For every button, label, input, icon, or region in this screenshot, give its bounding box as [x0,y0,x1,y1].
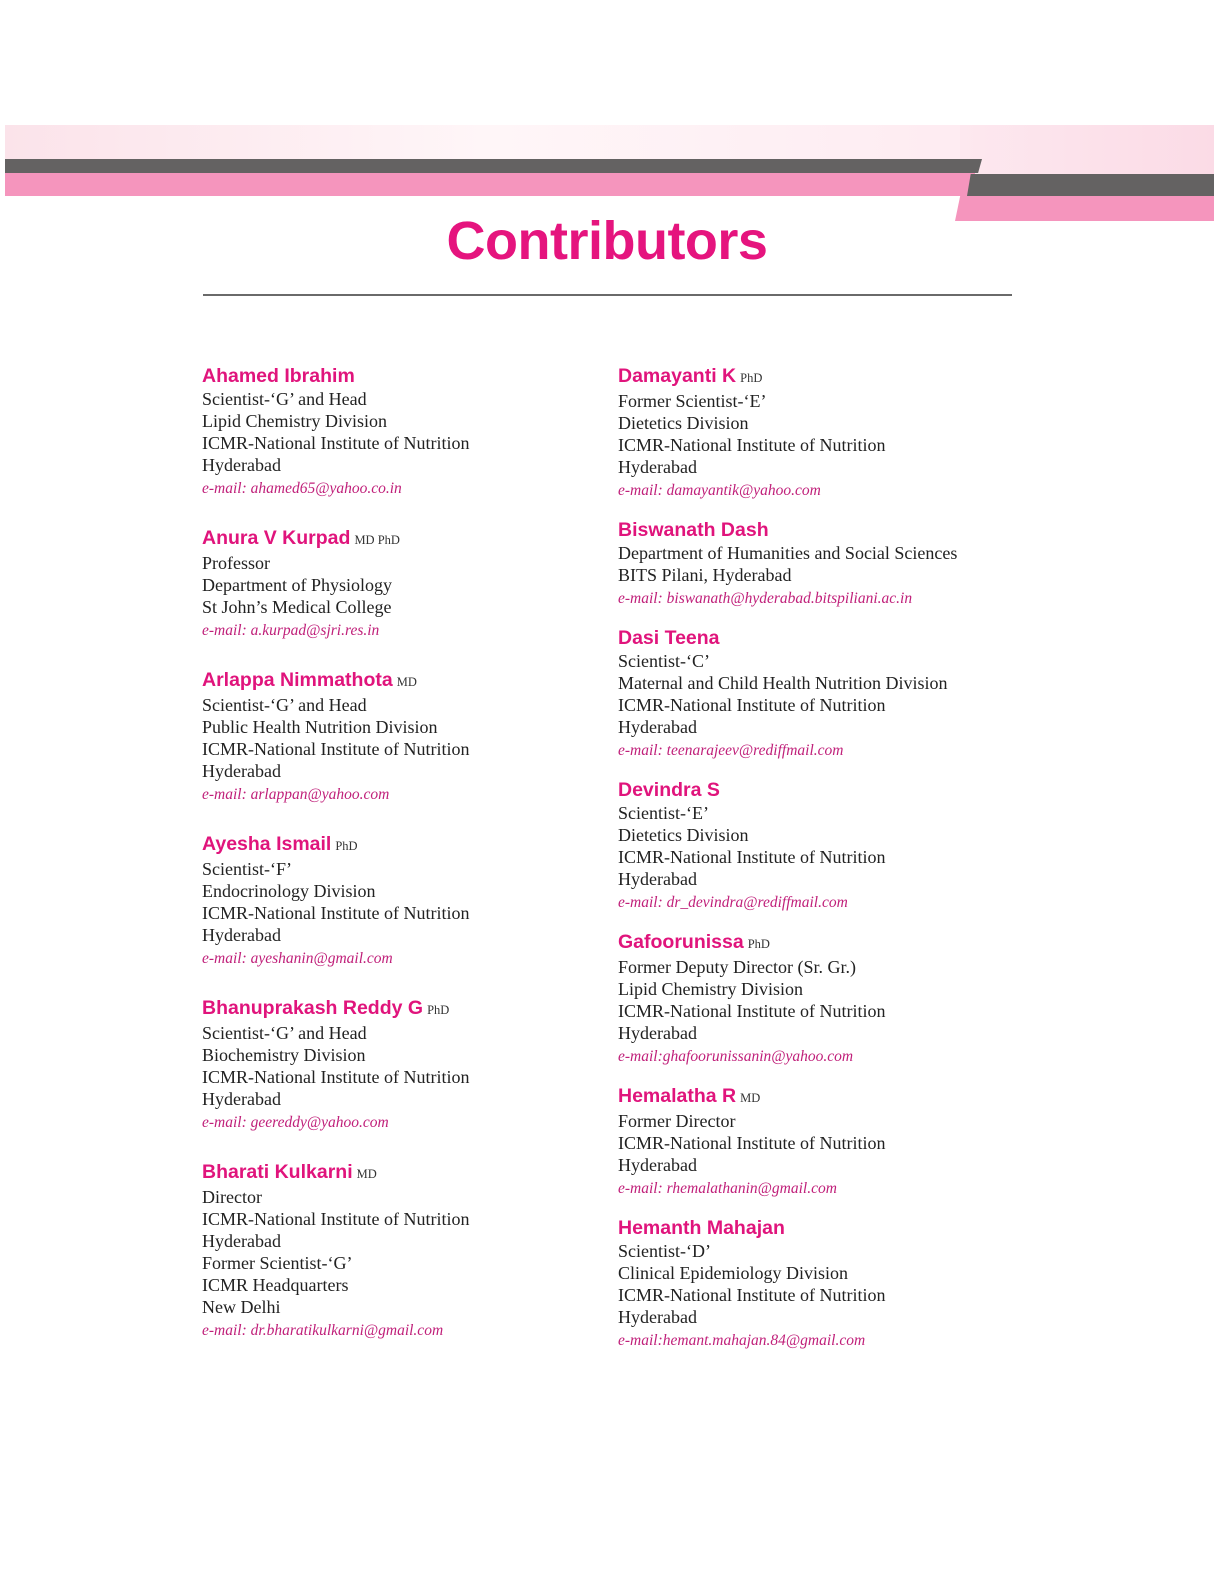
contributor-email[interactable]: e-mail: damayantik@yahoo.com [618,482,821,499]
contributor-affiliation-line: Former Director [618,1111,736,1131]
contributor-affiliation-line: Dietetics Division [618,413,749,433]
contributor-degree: PhD [335,839,358,853]
contributor-affiliation-line: Scientist-‘C’ [618,651,710,671]
contributor-affiliation-line: ICMR Headquarters [202,1275,349,1295]
contributor-affiliation-line: Scientist-‘E’ [618,803,709,823]
contributor-degree: MD PhD [354,533,400,547]
contributor-name: Gafoorunissa [618,931,744,953]
contributor-affiliation-line: Former Scientist-‘E’ [618,391,767,411]
contributor-name: Hemanth Mahajan [618,1217,785,1239]
contributor-name: Devindra S [618,779,720,801]
contributor-entry [618,1216,957,1354]
contributor-name-line [202,996,469,1022]
contributor-degree: MD [396,675,417,689]
contributor-email[interactable]: e-mail: ayeshanin@gmail.com [202,950,393,967]
contributor-email[interactable]: e-mail: rhemalathanin@gmail.com [618,1180,837,1197]
contributor-affiliation-line: Hyderabad [618,869,697,889]
contributor-name-line [618,364,957,390]
contributor-affiliation-line: ICMR-National Institute of Nutrition [618,847,886,867]
header-band-pink [5,173,975,196]
contributor-entry [618,1084,957,1202]
contributor-entry [618,518,957,612]
contributor-affiliation-line: Endocrinology Division [202,881,376,901]
contributor-email[interactable]: e-mail: biswanath@hyderabad.bitspiliani.ac.in [618,590,913,607]
contributor-affiliation-line: ICMR-National Institute of Nutrition [202,1209,470,1229]
contributor-affiliation-line: ICMR-National Institute of Nutrition [618,1285,886,1305]
contributor-name: Damayanti K [618,365,737,387]
contributor-affiliation-line: Scientist-‘G’ and Head [202,1023,367,1043]
contributor-name-line [202,364,469,388]
title-divider [203,294,1012,296]
contributor-name: Bhanuprakash Reddy G [202,997,424,1019]
contributor-affiliation-line: Lipid Chemistry Division [202,411,388,431]
contributor-entry [618,930,957,1070]
contributor-name-line [618,626,957,650]
contributor-name-line [202,1160,469,1186]
contributor-affiliation-line: ICMR-National Institute of Nutrition [618,435,886,455]
contributor-name: Ayesha Ismail [202,833,332,855]
contributor-email[interactable]: e-mail:ghafoorunissanin@yahoo.com [618,1048,854,1065]
contributor-affiliation-line: Dietetics Division [618,825,749,845]
contributor-email[interactable]: e-mail: a.kurpad@sjri.res.in [202,622,380,639]
contributor-affiliation-line: Scientist-‘G’ and Head [202,389,367,409]
contributor-degree: PhD [740,371,763,385]
page-title: Contributors [446,211,768,271]
contributor-affiliation-line: Maternal and Child Health Nutrition Division [618,673,948,693]
contributor-affiliation-line: St John’s Medical College [202,597,392,617]
contributor-affiliation-line: Public Health Nutrition Division [202,717,438,737]
contributor-affiliation-line: Hyderabad [202,925,281,945]
contributor-affiliation-line: ICMR-National Institute of Nutrition [202,433,470,453]
contributor-affiliation-line: Hyderabad [618,1307,697,1327]
contributor-entry [618,364,957,504]
contributor-entry [202,668,469,808]
contributor-name-line [202,668,469,694]
contributor-affiliation-line: Hyderabad [618,457,697,477]
contributor-entry [202,364,469,502]
contributor-affiliation-line: Hyderabad [618,1155,697,1175]
contributor-affiliation-line: ICMR-National Institute of Nutrition [618,695,886,715]
contributor-name: Ahamed Ibrahim [202,365,355,387]
contributor-name: Dasi Teena [618,627,720,649]
contributors-column-left [202,364,469,1368]
contributor-affiliation-line: Former Scientist-‘G’ [202,1253,353,1273]
contributor-name: Bharati Kulkarni [202,1161,353,1183]
contributor-email[interactable]: e-mail: ahamed65@yahoo.co.in [202,480,402,497]
contributor-affiliation-line: Hyderabad [202,1231,281,1251]
contributor-email[interactable]: e-mail: teenarajeev@rediffmail.com [618,742,844,759]
contributor-name: Anura V Kurpad [202,527,351,549]
contributor-name: Arlappa Nimmathota [202,669,393,691]
contributor-email[interactable]: e-mail: dr.bharatikulkarni@gmail.com [202,1322,444,1339]
contributor-affiliation-line: Scientist-‘D’ [618,1241,711,1261]
contributor-affiliation-line: Department of Physiology [202,575,392,595]
contributor-name-line [618,778,957,802]
contributor-affiliation-line: Hyderabad [618,1023,697,1043]
contributor-affiliation-line: Department of Humanities and Social Sciences [618,543,958,563]
contributor-entry [202,526,469,644]
header-band-fade-right [960,125,1214,175]
contributor-degree: MD [740,1091,761,1105]
contributor-email[interactable]: e-mail: dr_devindra@rediffmail.com [618,894,848,911]
contributor-name-line [202,526,469,552]
contributor-affiliation-line: ICMR-National Institute of Nutrition [202,903,470,923]
contributor-affiliation-line: ICMR-National Institute of Nutrition [202,739,470,759]
contributor-name: Biswanath Dash [618,519,769,541]
contributor-affiliation-line: BITS Pilani, Hyderabad [618,565,792,585]
contributor-affiliation-line: Hyderabad [618,717,697,737]
contributor-affiliation-line: ICMR-National Institute of Nutrition [202,1067,470,1087]
contributor-name-line [618,1084,957,1110]
contributor-email[interactable]: e-mail: geereddy@yahoo.com [202,1114,389,1131]
contributor-name-line [202,832,469,858]
contributor-affiliation-line: Lipid Chemistry Division [618,979,804,999]
contributor-entry [202,996,469,1136]
contributor-affiliation-line: New Delhi [202,1297,281,1317]
contributor-affiliation-line: Scientist-‘F’ [202,859,292,879]
contributor-name: Hemalatha R [618,1085,737,1107]
contributors-column-right [618,364,957,1368]
contributor-affiliation-line: Clinical Epidemiology Division [618,1263,848,1283]
contributor-affiliation-line: Hyderabad [202,455,281,475]
contributor-entry [202,1160,469,1344]
contributor-name-line [618,930,957,956]
header-band-gray-right [967,174,1214,196]
contributor-affiliation-line: Professor [202,553,270,573]
contributor-affiliation-line: Scientist-‘G’ and Head [202,695,367,715]
contributor-affiliation-line: ICMR-National Institute of Nutrition [618,1001,886,1021]
contributor-affiliation-line: Former Deputy Director (Sr. Gr.) [618,957,856,977]
contributor-affiliation-line: Hyderabad [202,761,281,781]
contributor-affiliation-line: Hyderabad [202,1089,281,1109]
contributor-name-line [618,518,957,542]
contributor-entry [202,832,469,972]
contributor-affiliation-line: Biochemistry Division [202,1045,366,1065]
contributor-entry [618,626,957,764]
contributor-degree: PhD [427,1003,450,1017]
contributor-email[interactable]: e-mail:hemant.mahajan.84@gmail.com [618,1332,866,1349]
contributor-degree: PhD [747,937,770,951]
contributor-email[interactable]: e-mail: arlappan@yahoo.com [202,786,390,803]
contributor-affiliation-line: ICMR-National Institute of Nutrition [618,1133,886,1153]
contributor-degree: MD [356,1167,377,1181]
contributor-entry [618,778,957,916]
contributor-name-line [618,1216,957,1240]
contributor-affiliation-line: Director [202,1187,262,1207]
header-band-gray [5,159,982,173]
